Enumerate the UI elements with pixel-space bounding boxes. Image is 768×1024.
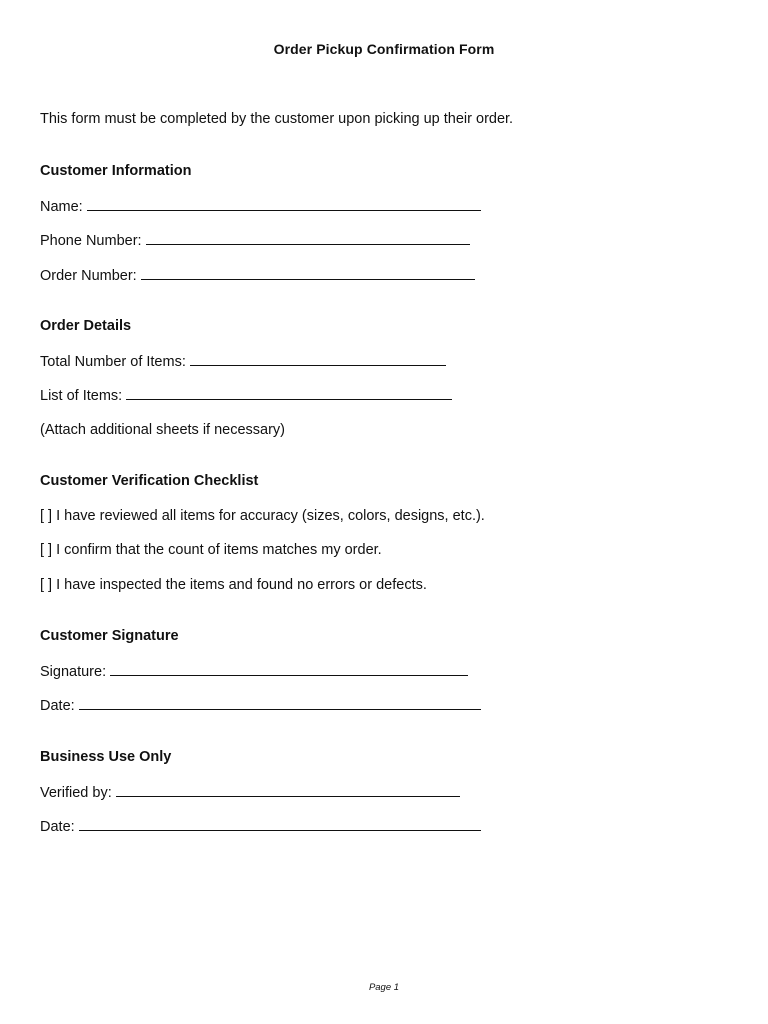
order-number-label: Order Number: xyxy=(40,267,137,284)
checklist-section xyxy=(40,471,485,595)
order-details-section xyxy=(40,316,452,440)
verified-by-field-row xyxy=(40,782,481,802)
name-field[interactable] xyxy=(87,196,481,211)
list-items-field[interactable] xyxy=(126,385,452,400)
checklist-item-count[interactable]: [ ] I confirm that the count of items matches my order. xyxy=(40,542,382,558)
business-use-heading: Business Use Only xyxy=(40,749,172,765)
customer-date-field[interactable] xyxy=(79,695,481,710)
page-title: Order Pickup Confirmation Form xyxy=(273,41,495,57)
name-label: Name: xyxy=(40,198,83,215)
customer-date-label: Date: xyxy=(40,698,75,714)
verified-by-field[interactable] xyxy=(116,782,460,797)
total-items-field[interactable] xyxy=(190,351,446,366)
total-items-label: Total Number of Items: xyxy=(40,353,186,370)
customer-signature-heading: Customer Signature xyxy=(40,628,179,644)
order-details-heading: Order Details xyxy=(40,318,132,334)
name-field-row xyxy=(40,196,481,216)
signature-field[interactable] xyxy=(110,661,468,676)
list-items-field-row xyxy=(40,385,452,405)
checklist-heading: Customer Verification Checklist xyxy=(40,473,259,489)
page-number: Page 1 xyxy=(368,982,400,993)
phone-field-row xyxy=(40,230,481,250)
checklist-item-inspected[interactable]: [ ] I have inspected the items and found no errors or defects. xyxy=(40,576,427,593)
order-number-field[interactable] xyxy=(141,265,475,280)
signature-label: Signature: xyxy=(40,663,107,680)
list-items-label: List of Items: xyxy=(40,388,123,404)
order-number-field-row xyxy=(40,265,481,285)
checklist-item-accuracy[interactable]: [ ] I have reviewed all items for accuracy (sizes, colors, designs, etc.). xyxy=(40,507,485,524)
business-date-field-row xyxy=(40,816,481,836)
customer-date-field-row xyxy=(40,695,481,715)
business-date-label: Date: xyxy=(40,819,75,835)
customer-information-heading: Customer Information xyxy=(40,163,192,179)
intro-text: This form must be completed by the customer upon picking up their order. xyxy=(40,111,514,127)
customer-signature-section xyxy=(40,626,481,715)
phone-field[interactable] xyxy=(146,230,470,245)
customer-information-section xyxy=(40,161,481,285)
total-items-field-row xyxy=(40,351,452,371)
signature-field-row xyxy=(40,661,481,681)
attach-note: (Attach additional sheets if necessary) xyxy=(40,421,286,438)
verified-by-label: Verified by: xyxy=(40,784,112,801)
business-use-section xyxy=(40,747,481,836)
business-date-field[interactable] xyxy=(79,816,481,831)
phone-label: Phone Number: xyxy=(40,233,142,249)
